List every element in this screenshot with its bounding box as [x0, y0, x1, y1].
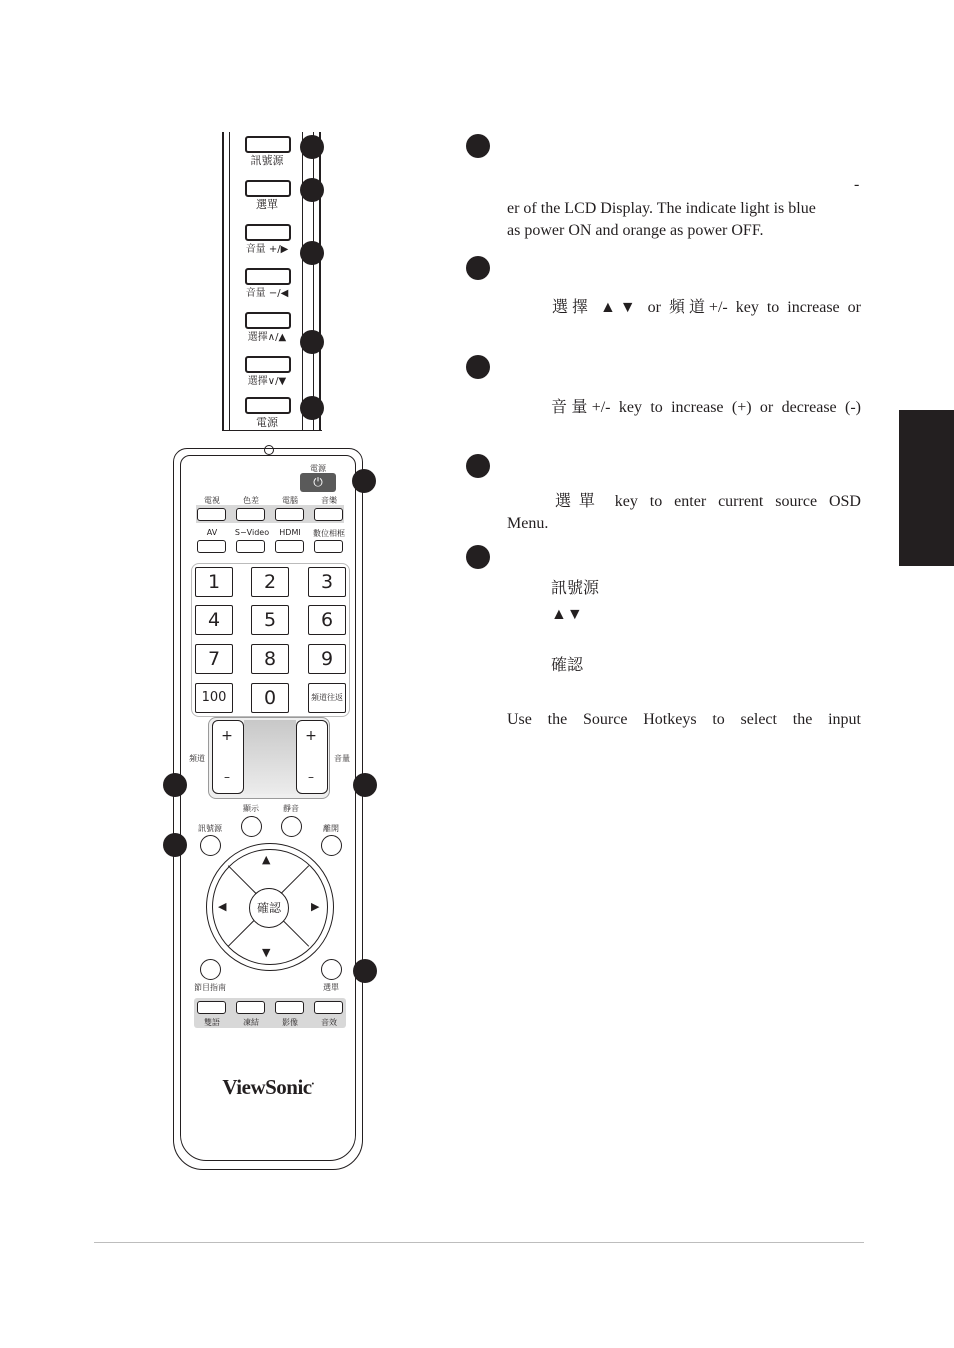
callout-marker	[163, 773, 187, 797]
menu-button[interactable]	[321, 959, 342, 980]
brand-mark: •	[311, 1080, 314, 1088]
panel-power-button[interactable]	[245, 397, 291, 414]
volume-up-icon: +	[305, 728, 317, 744]
source-label: 訊號源	[198, 824, 222, 833]
photo-frame-button[interactable]	[314, 540, 343, 553]
component-label: 色差	[243, 496, 259, 505]
section-marker-5	[466, 545, 490, 569]
panel-select-down-label: 選擇∨/▼	[247, 376, 287, 387]
brand-logo	[173, 1075, 363, 1100]
guide-button[interactable]	[200, 959, 221, 980]
p2-line: 選擇 ▲▼ or 頻道+/- key to increase or	[552, 299, 861, 316]
channel-up-icon: +	[221, 728, 233, 744]
key-1[interactable]: 1	[195, 567, 233, 597]
svideo-label: S−Video	[234, 528, 270, 537]
dpad-up-icon[interactable]: ▲	[262, 853, 271, 866]
key-100[interactable]: 100	[195, 683, 233, 713]
hdmi-label: HDMI	[279, 528, 301, 537]
key-0[interactable]: 0	[251, 683, 289, 713]
dpad-left-icon[interactable]: ◀	[218, 900, 227, 913]
panel-menu-button[interactable]	[245, 180, 291, 197]
callout-marker	[300, 396, 324, 420]
callout-marker	[300, 178, 324, 202]
p1-dash: -	[854, 176, 860, 193]
channel-label: 頻道	[189, 754, 205, 763]
callout-marker	[300, 330, 324, 354]
power-icon: ⏻	[313, 475, 323, 489]
section-marker-2	[466, 256, 490, 280]
av-label: AV	[206, 528, 218, 537]
panel-volume-up-button[interactable]	[245, 224, 291, 241]
exit-button[interactable]	[321, 835, 342, 856]
p5-source: 訊號源	[551, 580, 600, 597]
channel-down-icon: –	[224, 770, 230, 784]
key-3[interactable]: 3	[308, 567, 346, 597]
p1-line3: as power ON and orange as power OFF.	[507, 222, 764, 239]
callout-marker	[352, 469, 376, 493]
p5-confirm: 確認	[551, 657, 584, 674]
tv-label: 電視	[204, 496, 220, 505]
bilingual-label: 雙語	[204, 1018, 220, 1027]
panel-select-up-label: 選擇∧/▲	[247, 332, 287, 343]
av-button[interactable]	[197, 540, 226, 553]
p5-last-line: Use the Source Hotkeys to select the input	[507, 711, 861, 728]
source-button[interactable]	[200, 835, 221, 856]
panel-source-label: 訊號源	[250, 154, 284, 167]
p4-line1: 選單 key to enter current source OSD	[555, 493, 861, 510]
key-7[interactable]: 7	[195, 644, 233, 674]
mute-button[interactable]	[281, 816, 302, 837]
rocker-center-gradient	[244, 720, 296, 794]
callout-marker	[353, 959, 377, 983]
volume-label: 音量	[334, 754, 350, 763]
guide-label: 節目指南	[194, 983, 226, 992]
key-4[interactable]: 4	[195, 605, 233, 635]
panel-volume-up-label: 音量 +/▶	[245, 244, 289, 255]
component-button[interactable]	[236, 508, 265, 521]
sound-label: 音效	[321, 1018, 337, 1027]
callout-marker	[163, 833, 187, 857]
p1-line2: er of the LCD Display. The indicate light is blue	[507, 200, 816, 217]
display-label: 顯示	[243, 804, 259, 813]
panel-volume-down-label: 音量 −/◀	[245, 288, 289, 299]
p4-line2: Menu.	[507, 515, 549, 532]
section-marker-3	[466, 355, 490, 379]
key-9[interactable]: 9	[308, 644, 346, 674]
p5-arrows: ▲▼	[551, 606, 583, 623]
side-panel-bottom-edge	[222, 430, 322, 431]
dpad-right-icon[interactable]: ▶	[311, 900, 320, 913]
display-button[interactable]	[241, 816, 262, 837]
power-button[interactable]	[300, 473, 336, 492]
section-marker-4	[466, 454, 490, 478]
p3-line: 音量+/- key to increase (+) or decrease (-)	[551, 399, 861, 416]
photo-frame-label: 數位相框	[313, 529, 345, 538]
panel-menu-label: 選單	[256, 198, 278, 211]
music-label: 音樂	[321, 496, 337, 505]
picture-button[interactable]	[275, 1001, 304, 1014]
sound-button[interactable]	[314, 1001, 343, 1014]
section-marker-1	[466, 134, 490, 158]
panel-source-button[interactable]	[245, 136, 291, 153]
key-2[interactable]: 2	[251, 567, 289, 597]
callout-marker	[300, 135, 324, 159]
hdmi-button[interactable]	[275, 540, 304, 553]
music-button[interactable]	[314, 508, 343, 521]
callout-marker	[353, 773, 377, 797]
key-5[interactable]: 5	[251, 605, 289, 635]
volume-down-icon: –	[308, 770, 314, 784]
mute-label: 靜音	[283, 804, 299, 813]
menu-label: 選單	[323, 983, 339, 992]
ok-button[interactable]	[249, 888, 289, 928]
pc-label: 電腦	[282, 496, 298, 505]
ok-label: 確認	[256, 901, 281, 915]
callout-marker	[300, 241, 324, 265]
power-label: 電源	[310, 464, 326, 473]
picture-label: 影像	[282, 1018, 298, 1027]
freeze-label: 凍結	[243, 1018, 259, 1027]
key-6[interactable]: 6	[308, 605, 346, 635]
footer-rule	[94, 1242, 864, 1243]
exit-label: 離開	[323, 824, 339, 833]
panel-power-label: 電源	[256, 416, 278, 429]
pc-button[interactable]	[275, 508, 304, 521]
panel-volume-down-button[interactable]	[245, 268, 291, 285]
panel-select-up-button[interactable]	[245, 312, 291, 329]
channel-return-button[interactable]: 頻道往返	[308, 683, 346, 713]
bilingual-button[interactable]	[197, 1001, 226, 1014]
dpad-down-icon[interactable]: ▼	[262, 946, 271, 959]
chapter-side-tab	[899, 410, 954, 566]
svideo-button[interactable]	[236, 540, 265, 553]
remote-body-inner-edge	[180, 455, 356, 1161]
brand-name: ViewSonic	[222, 1075, 312, 1099]
tv-button[interactable]	[197, 508, 226, 521]
panel-select-down-button[interactable]	[245, 356, 291, 373]
key-8[interactable]: 8	[251, 644, 289, 674]
freeze-button[interactable]	[236, 1001, 265, 1014]
